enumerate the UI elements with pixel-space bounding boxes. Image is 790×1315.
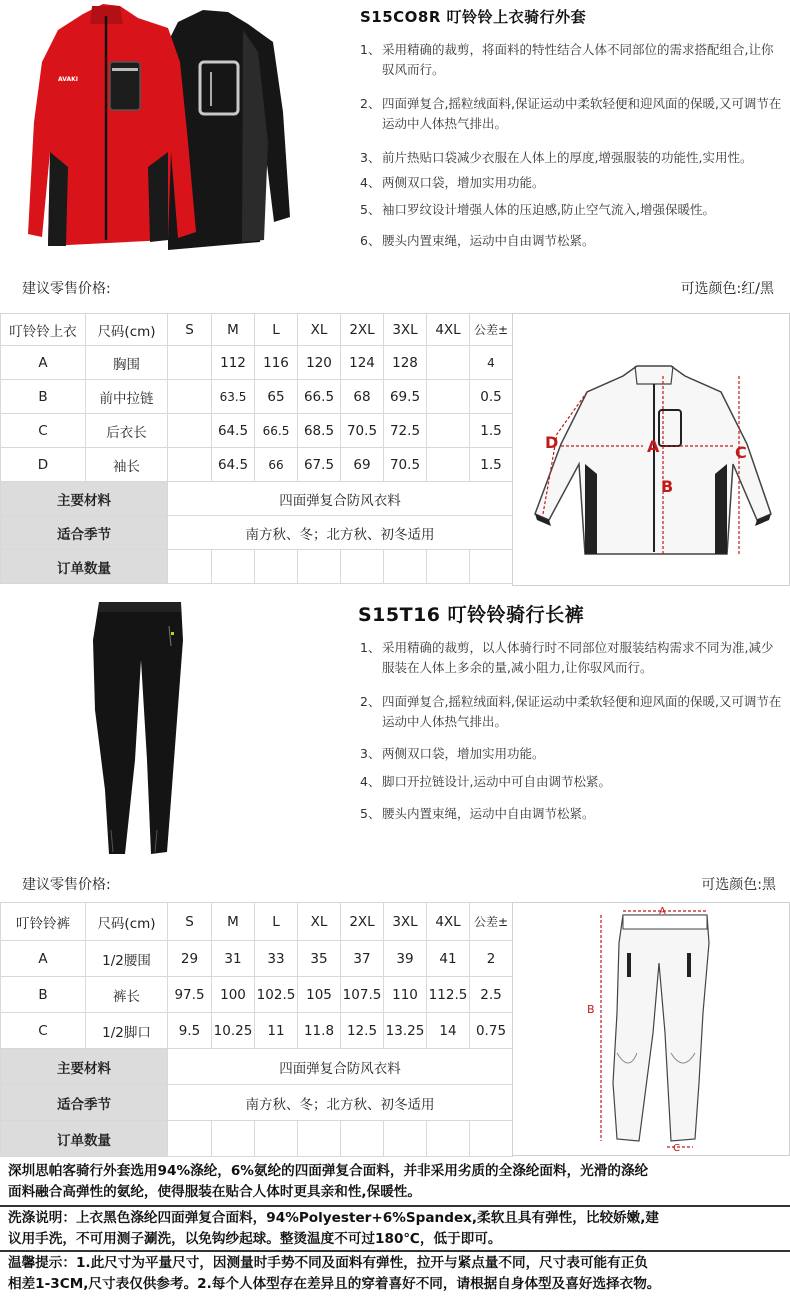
jacket-title: S15CO8R 叮铃铃上衣骑行外套 (360, 8, 587, 26)
material-value: 四面弹复合防风衣料 (168, 1049, 513, 1085)
material-row (1, 1049, 513, 1085)
table-cell: 前中拉链 (86, 380, 168, 414)
feature-text: 两侧双口袋，增加实用功能。 (382, 746, 545, 761)
feature-text: 四面弹复合,摇粒绒面料,保证运动中柔软轻便和迎风面的保暖,又可调节在 (382, 694, 782, 709)
jacket-feature-2 (360, 94, 790, 134)
table-cell: 124 (341, 346, 384, 380)
table-cell (168, 346, 212, 380)
jacket-size-table (0, 313, 513, 584)
feature-number: 6、 (360, 233, 381, 248)
table-header-cell: 4XL (427, 903, 470, 941)
order-cell (168, 550, 212, 584)
fabric-description (0, 1160, 790, 1204)
table-cell: 1/2脚口 (86, 1013, 168, 1049)
feature-number: 4、 (360, 175, 381, 190)
table-cell: 110 (384, 977, 427, 1013)
table-header-cell: 2XL (341, 903, 384, 941)
table-cell: 120 (298, 346, 341, 380)
table-cell (168, 414, 212, 448)
table-header-cell: M (212, 903, 255, 941)
order-row (1, 550, 513, 584)
feature-text: 服装在人体上多余的量,减小阻力,让你驭风而行。 (382, 660, 653, 675)
feature-text: 运动中人体热气排出。 (382, 714, 508, 729)
pants-title: S15T16 叮铃铃骑行长裤 (358, 604, 585, 626)
table-cell: 1.5 (470, 414, 513, 448)
table-cell (168, 380, 212, 414)
table-cell (168, 448, 212, 482)
season-value: 南方秋、冬；北方秋、初冬适用 (168, 516, 513, 550)
size-tips (0, 1250, 790, 1296)
order-label: 订单数量 (1, 1121, 168, 1157)
table-cell: 64.5 (212, 414, 255, 448)
table-cell: D (1, 448, 86, 482)
table-cell: B (1, 380, 86, 414)
sketch-label-a: A (659, 906, 666, 917)
order-cell (341, 1121, 384, 1157)
table-cell: 65 (255, 380, 298, 414)
table-header-row (1, 903, 513, 941)
material-value: 四面弹复合防风衣料 (168, 482, 513, 516)
table-cell: 9.5 (168, 1013, 212, 1049)
pants-size-table (0, 902, 513, 1157)
table-cell: 1.5 (470, 448, 513, 482)
table-row (1, 1013, 513, 1049)
table-row (1, 448, 513, 482)
table-cell: 63.5 (212, 380, 255, 414)
order-cell (298, 550, 341, 584)
table-header-cell: 尺码(cm) (86, 314, 168, 346)
washing-instructions (0, 1205, 790, 1251)
table-header-cell: S (168, 903, 212, 941)
pants-product-photo (85, 600, 195, 862)
table-cell: 107.5 (341, 977, 384, 1013)
table-header-cell: L (255, 903, 298, 941)
order-cell (427, 1121, 470, 1157)
table-cell (427, 448, 470, 482)
table-cell: 68.5 (298, 414, 341, 448)
table-cell: A (1, 346, 86, 380)
table-cell: 0.5 (470, 380, 513, 414)
order-cell (427, 550, 470, 584)
season-value: 南方秋、冬；北方秋、初冬适用 (168, 1085, 513, 1121)
jacket-feature-6 (360, 231, 790, 251)
table-cell: 72.5 (384, 414, 427, 448)
table-cell: 2 (470, 941, 513, 977)
feature-number: 5、 (360, 202, 381, 217)
pants-price-label: 建议零售价格: (22, 877, 111, 893)
sketch-label-d: D (545, 433, 559, 452)
pants-feature-4 (360, 772, 790, 792)
feature-number: 2、 (360, 96, 381, 111)
fabric-description-line: 面料融合高弹性的氨纶，使得服装在贴合人体时更具亲和性,保暖性。 (8, 1184, 421, 1200)
feature-text: 驭风而行。 (382, 62, 445, 77)
table-cell: 97.5 (168, 977, 212, 1013)
washing-instructions-line: 洗涤说明：上衣黑色涤纶四面弹复合面料，94%Polyester+6%Spandex,柔软且具有弹性，比较娇嫩,建 (8, 1210, 659, 1226)
jacket-price-label: 建议零售价格: (22, 281, 111, 297)
feature-number: 3、 (360, 150, 381, 165)
jacket-feature-5 (360, 200, 790, 220)
feature-text: 腰头内置束绳，运动中自由调节松紧。 (382, 806, 595, 821)
feature-number: 4、 (360, 774, 381, 789)
table-cell: 68 (341, 380, 384, 414)
table-cell: 后衣长 (86, 414, 168, 448)
table-cell: 112.5 (427, 977, 470, 1013)
table-cell: C (1, 414, 86, 448)
order-row (1, 1121, 513, 1157)
table-cell: 31 (212, 941, 255, 977)
fabric-description-line: 深圳思帕客骑行外套选用94%涤纶，6%氨纶的四面弹复合面料，并非采用劣质的全涤纶面料，光滑的涤纶 (8, 1163, 649, 1179)
table-cell: 11.8 (298, 1013, 341, 1049)
pants-color-label: 可选颜色:黑 (701, 877, 776, 893)
feature-text: 运动中人体热气排出。 (382, 116, 508, 131)
table-cell: 33 (255, 941, 298, 977)
feature-number: 2、 (360, 694, 381, 709)
feature-number: 1、 (360, 42, 381, 57)
season-label: 适合季节 (1, 1085, 168, 1121)
feature-number: 5、 (360, 806, 381, 821)
jacket-feature-3 (360, 148, 790, 168)
table-cell: C (1, 1013, 86, 1049)
table-header-cell: 尺码(cm) (86, 903, 168, 941)
table-row (1, 941, 513, 977)
size-tips-line: 温馨提示：1.此尺寸为平量尺寸，因测量时手势不同及面料有弹性，拉开与紧点量不同，尺寸表可能有正负 (8, 1255, 648, 1271)
table-cell: 1/2腰围 (86, 941, 168, 977)
table-cell: 41 (427, 941, 470, 977)
table-cell: 10.25 (212, 1013, 255, 1049)
table-cell: 66.5 (298, 380, 341, 414)
table-cell: 66.5 (255, 414, 298, 448)
season-row (1, 1085, 513, 1121)
sketch-label-c: C (673, 1143, 680, 1154)
table-row (1, 346, 513, 380)
table-cell (427, 380, 470, 414)
feature-text: 袖口罗纹设计增强人体的压迫感,防止空气流入,增强保暖性。 (382, 202, 715, 217)
season-label: 适合季节 (1, 516, 168, 550)
table-cell: 4 (470, 346, 513, 380)
table-row (1, 977, 513, 1013)
order-cell (470, 1121, 513, 1157)
feature-text: 采用精确的裁剪，以人体骑行时不同部位对服装结构需求不同为准,减少 (382, 640, 774, 655)
table-cell: A (1, 941, 86, 977)
pants-feature-2 (360, 692, 790, 732)
size-tips-line: 相差1-3CM,尺寸表仅供参考。2.每个人体型存在差异且的穿着喜好不同，请根据自身体型及喜好选择衣物。 (8, 1276, 661, 1292)
jacket-feature-4 (360, 173, 790, 193)
order-cell (384, 550, 427, 584)
table-cell: 11 (255, 1013, 298, 1049)
order-cell (168, 1121, 212, 1157)
pants-feature-3 (360, 744, 790, 764)
sketch-label-b: B (587, 1003, 595, 1016)
table-cell: 64.5 (212, 448, 255, 482)
feature-number: 1、 (360, 640, 381, 655)
material-label: 主要材料 (1, 1049, 168, 1085)
order-label: 订单数量 (1, 550, 168, 584)
table-cell: 66 (255, 448, 298, 482)
feature-text: 采用精确的裁剪，将面料的特性结合人体不同部位的需求搭配组合,让你 (382, 42, 774, 57)
table-header-cell: 3XL (384, 314, 427, 346)
table-cell: 116 (255, 346, 298, 380)
sketch-label-a: A (647, 437, 660, 456)
table-cell: 35 (298, 941, 341, 977)
table-header-cell: 叮铃铃上衣 (1, 314, 86, 346)
table-row (1, 380, 513, 414)
feature-text: 脚口开拉链设计,运动中可自由调节松紧。 (382, 774, 611, 789)
table-cell: 37 (341, 941, 384, 977)
table-header-cell: XL (298, 314, 341, 346)
table-cell: 39 (384, 941, 427, 977)
table-cell: 69 (341, 448, 384, 482)
table-cell: 100 (212, 977, 255, 1013)
order-cell (298, 1121, 341, 1157)
feature-text: 两侧双口袋，增加实用功能。 (382, 175, 545, 190)
table-row (1, 414, 513, 448)
brand-logo-text: AVAKI (58, 76, 78, 83)
table-cell: 14 (427, 1013, 470, 1049)
table-header-cell: M (212, 314, 255, 346)
table-cell (427, 414, 470, 448)
table-cell: 裤长 (86, 977, 168, 1013)
table-header-cell: XL (298, 903, 341, 941)
order-cell (212, 1121, 255, 1157)
table-header-row (1, 314, 513, 346)
table-cell (427, 346, 470, 380)
table-cell: 13.25 (384, 1013, 427, 1049)
table-cell: 67.5 (298, 448, 341, 482)
feature-number: 3、 (360, 746, 381, 761)
table-cell: 0.75 (470, 1013, 513, 1049)
table-cell: 128 (384, 346, 427, 380)
table-cell: 胸围 (86, 346, 168, 380)
table-cell: 2.5 (470, 977, 513, 1013)
feature-text: 前片热贴口袋减少衣服在人体上的厚度,增强服装的功能性,实用性。 (382, 150, 753, 165)
order-cell (384, 1121, 427, 1157)
table-header-cell: L (255, 314, 298, 346)
table-cell: B (1, 977, 86, 1013)
table-header-cell: 4XL (427, 314, 470, 346)
pants-feature-1 (360, 638, 790, 678)
table-header-cell: S (168, 314, 212, 346)
material-row (1, 482, 513, 516)
table-cell: 70.5 (384, 448, 427, 482)
table-header-cell: 公差± (470, 314, 513, 346)
order-cell (212, 550, 255, 584)
table-header-cell: 2XL (341, 314, 384, 346)
table-cell: 102.5 (255, 977, 298, 1013)
order-cell (255, 550, 298, 584)
feature-text: 腰头内置束绳，运动中自由调节松紧。 (382, 233, 595, 248)
order-cell (470, 550, 513, 584)
table-cell: 12.5 (341, 1013, 384, 1049)
feature-text: 四面弹复合,摇粒绒面料,保证运动中柔软轻便和迎风面的保暖,又可调节在 (382, 96, 782, 111)
table-cell: 70.5 (341, 414, 384, 448)
table-cell: 105 (298, 977, 341, 1013)
table-header-cell: 公差± (470, 903, 513, 941)
table-header-cell: 叮铃铃裤 (1, 903, 86, 941)
table-cell: 29 (168, 941, 212, 977)
jacket-color-label: 可选颜色:红/黑 (680, 281, 774, 297)
pants-measurement-sketch (512, 902, 790, 1156)
jacket-feature-1 (360, 40, 790, 80)
material-label: 主要材料 (1, 482, 168, 516)
sketch-label-b: B (661, 477, 674, 496)
order-cell (255, 1121, 298, 1157)
order-cell (341, 550, 384, 584)
table-cell: 袖长 (86, 448, 168, 482)
washing-instructions-line: 议用手洗，不可用测子涮洗，以免钩纱起球。整烫温度不可过180℃，低于即可。 (8, 1231, 502, 1247)
pants-feature-5 (360, 804, 790, 824)
jacket-product-photo (28, 2, 293, 260)
table-cell: 112 (212, 346, 255, 380)
jacket-measurement-sketch (512, 313, 790, 586)
table-cell: 69.5 (384, 380, 427, 414)
table-header-cell: 3XL (384, 903, 427, 941)
sketch-label-c: C (735, 443, 747, 462)
season-row (1, 516, 513, 550)
